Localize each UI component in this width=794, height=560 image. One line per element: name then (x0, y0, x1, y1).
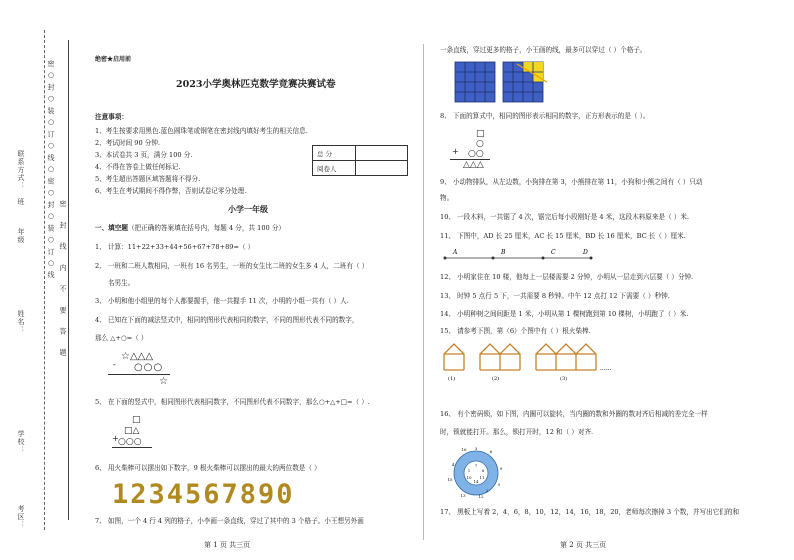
q5-plus-sign: + (112, 434, 119, 443)
field-school: 学校： (17, 430, 25, 454)
question-10: 10、 一段木料，一共锯了 4 次，锯完后每小段刚好是 4 米，这段木料原来是（ ）米. (440, 213, 690, 221)
q7-grid-left (455, 62, 495, 102)
q5-rule (112, 447, 152, 448)
question-17: 17、 黑板上写着 2，4，6，8，10，12，14，16，18，20，老师每次擦掉 3 个数，并写出它们的和 (440, 508, 740, 516)
q15-house-2 (480, 344, 520, 370)
question-16-cont: 时，锁就能打开。那么，锁打开时，12 和（ ）对齐. (440, 428, 594, 436)
q11-label-c: C (551, 249, 556, 256)
q16-num: 2 (485, 488, 489, 493)
section-heading: 小学一年级 (228, 204, 268, 214)
question-4: 4、 已知在下面的减法竖式中，相同的图形代表相同的数字，不同的图形代表不同的数字， (95, 316, 359, 324)
question-16: 16、 有个密码锁，如下图，内圈可以旋转，当内圈的数和外圈的数对齐后相减的差完全一样 (440, 410, 708, 418)
note-item: 4、不得在答卷上做任何标记. (95, 163, 181, 171)
binding-strip (0, 0, 92, 560)
field-name: 姓名： (17, 310, 25, 334)
q11-point-c (542, 257, 545, 260)
q7-grid-right (503, 62, 547, 102)
question-13: 13、 时钟 5 点行 5 下，一共需要 8 秒钟。中午 12 点打 12 下需要（ ）秒钟. (440, 292, 670, 300)
q15-ellipsis: ...... (600, 365, 612, 372)
note-item: 1、考生按要求用黑色.蓝色圆珠笔或钢笔在密封线内填好考生的相关信息. (95, 127, 308, 135)
q15-label-1: (1) (448, 376, 456, 382)
q16-num: 16 (461, 447, 467, 452)
q15-house-3 (536, 344, 596, 370)
q16-num: 10 (466, 475, 472, 480)
field-exam-area: 考区： (17, 505, 25, 529)
fill-section-title (95, 224, 285, 232)
q4-figure-row2: ○○○ (134, 362, 164, 373)
q8-plus-sign: + (452, 147, 459, 156)
question-2-cont: 名男生。 (108, 279, 135, 287)
seal-line-text: 密 ○ 封 ○ 装 ○ 订 ○ 线 ○ 密 ○ 封 ○ 装 ○ 订 ○ 线 (47, 60, 55, 280)
q16-num: 9 (499, 466, 503, 471)
q8-figure-row1: □ (476, 129, 485, 139)
q11-label-b: B (501, 249, 506, 256)
q16-num: 7 (474, 463, 478, 468)
q16-num: 8 (481, 468, 485, 473)
q15-label-2: (2) (492, 376, 500, 382)
question-4-cont: 那么 △+○=（ ） (95, 334, 148, 342)
question-7: 7、 如图，一个 4 行 4 列的格子，小李画一条直线，穿过了其中的 3 个格子。小王想另外画 (95, 517, 364, 525)
seal-dashed-line (44, 30, 45, 530)
q15-label-3: (3) (560, 376, 568, 382)
note-item: 5、考生超出答题区域答题将不得分. (95, 175, 201, 183)
field-class: 班 (17, 198, 25, 206)
question-2: 2、 一班和二班人数相同，一班有 16 名男生，一班的女生比二班的女生多 4 人，二班有（ ） (95, 262, 369, 270)
q11-label-d: D (583, 249, 588, 256)
q16-num: 3 (474, 446, 478, 451)
secret-label: 绝密★启用前 (95, 56, 132, 63)
q16-num: 11 (479, 475, 485, 480)
score-grader-cell[interactable] (356, 161, 408, 176)
notes-heading: 注意事项： (95, 113, 128, 121)
q8-figure-row3: ○○ (468, 149, 484, 159)
q16-lock-figure (447, 446, 503, 499)
q4-minus-sign: - (113, 360, 116, 369)
question-15: 15、 请参考下图，第（6）个图中有（ ）根火柴棒. (440, 327, 591, 335)
q16-num: 14 (473, 479, 479, 484)
footer-page-1: 第 1 页 共三页 (204, 541, 251, 549)
q11-segment-figure (445, 246, 595, 266)
page-divider (423, 44, 424, 540)
q4-rule (108, 374, 170, 375)
fill-label: 一、填空题 (95, 224, 128, 232)
q16-num: 1 (467, 468, 471, 473)
q15-matchstick-figure (444, 340, 624, 380)
question-6: 6、 用火柴棒可以摆出如下数字，9 根火柴棒可以摆出的最大的两位数是（ ） (95, 464, 321, 472)
q16-num: 15 (447, 477, 453, 482)
question-9-cont: 物。 (440, 194, 454, 202)
q15-house-1 (444, 344, 464, 370)
question-1: 1、 计算：11+22+33+44+56+67+78+89=（ ） (95, 243, 255, 251)
question-7-cont: 一条直线，穿过更多的格子，小王画的线，最多可以穿过（ ）个格子。 (440, 46, 647, 54)
note-item: 6、考生在考试期间不得作弊，否则试卷记零分处理. (95, 187, 247, 195)
q16-num: 5 (497, 482, 501, 487)
seal-notice: 密 封 线 内 不 要 答 题 (59, 200, 67, 362)
q7-grid-figures (455, 62, 545, 106)
q5-figure-row3: ○○○ (118, 437, 142, 447)
q8-figure-row2: ○ (476, 139, 484, 149)
field-grade: 年级 (17, 228, 25, 244)
question-3: 3、 小明和他小组里的每个人都要握手，他一共握手 11 次，小明的小组一共有（ ）人. (95, 297, 349, 305)
q16-num: 13 (460, 493, 466, 498)
question-11: 11、 下图中，AD 长 25 厘米，AC 长 15 厘米，BD 长 16 厘米，BC 长（ ）厘米. (440, 232, 686, 240)
q4-figure-row3: ☆ (159, 376, 168, 387)
matchstick-digits: 1234567890 (112, 479, 295, 510)
score-grader-label: 阅卷人 (313, 161, 356, 176)
q16-num: 12 (478, 494, 484, 499)
q16-num: 4 (451, 462, 455, 467)
footer-page-2: 第 2 页 共三页 (560, 541, 607, 549)
exam-title: 2023小学奥林匹克数学竞赛决赛试卷 (176, 79, 336, 90)
q16-num: 6 (489, 449, 493, 454)
question-9: 9、 小动物排队，从左边数，小狗排在第 3，小熊排在第 11，小狗和小熊之间有（ ）只动 (440, 178, 703, 186)
score-total-cell[interactable] (356, 146, 408, 161)
q5-figure-row1: □ (132, 415, 141, 425)
q11-point-d (590, 257, 593, 260)
q11-label-a: A (453, 249, 458, 256)
question-8: 8、 下面的算式中，相同的图形表示相同的数字，正方形表示的是（ ）。 (440, 112, 650, 120)
score-table (312, 145, 408, 176)
seal-solid-line (68, 40, 69, 520)
q4-figure-row1: ☆△△△ (121, 351, 154, 362)
note-item: 2、考试时间 90 分钟. (95, 139, 161, 147)
q11-point-b (492, 257, 495, 260)
fill-desc: （把正确的答案填在括号内，每题 4 分，共 100 分） (127, 224, 286, 232)
question-5: 5、 在下面的竖式中，相同图形代表相同数字，不同图形代表不同数字，那么○+△+□=（ ）. (95, 398, 370, 406)
question-12: 12、 小明家住在 10 楼，他每上一层楼需要 2 分钟，小明从一层走到六层要（ ）分钟. (440, 273, 694, 281)
q5-figure-row2: □△ (124, 426, 140, 436)
question-14: 14、 小明种树之间间距是 1 米，小明从第 1 棵树跑到第 10 棵树，小明跑了（ ）米. (440, 310, 689, 318)
q8-figure-row4: △△△ (463, 160, 484, 170)
note-item: 3、本试卷共 3 页，满分 100 分. (95, 151, 193, 159)
q11-point-a (444, 257, 447, 260)
score-total-label: 总 分 (313, 146, 356, 161)
field-contact: 联系方式： (17, 150, 25, 190)
